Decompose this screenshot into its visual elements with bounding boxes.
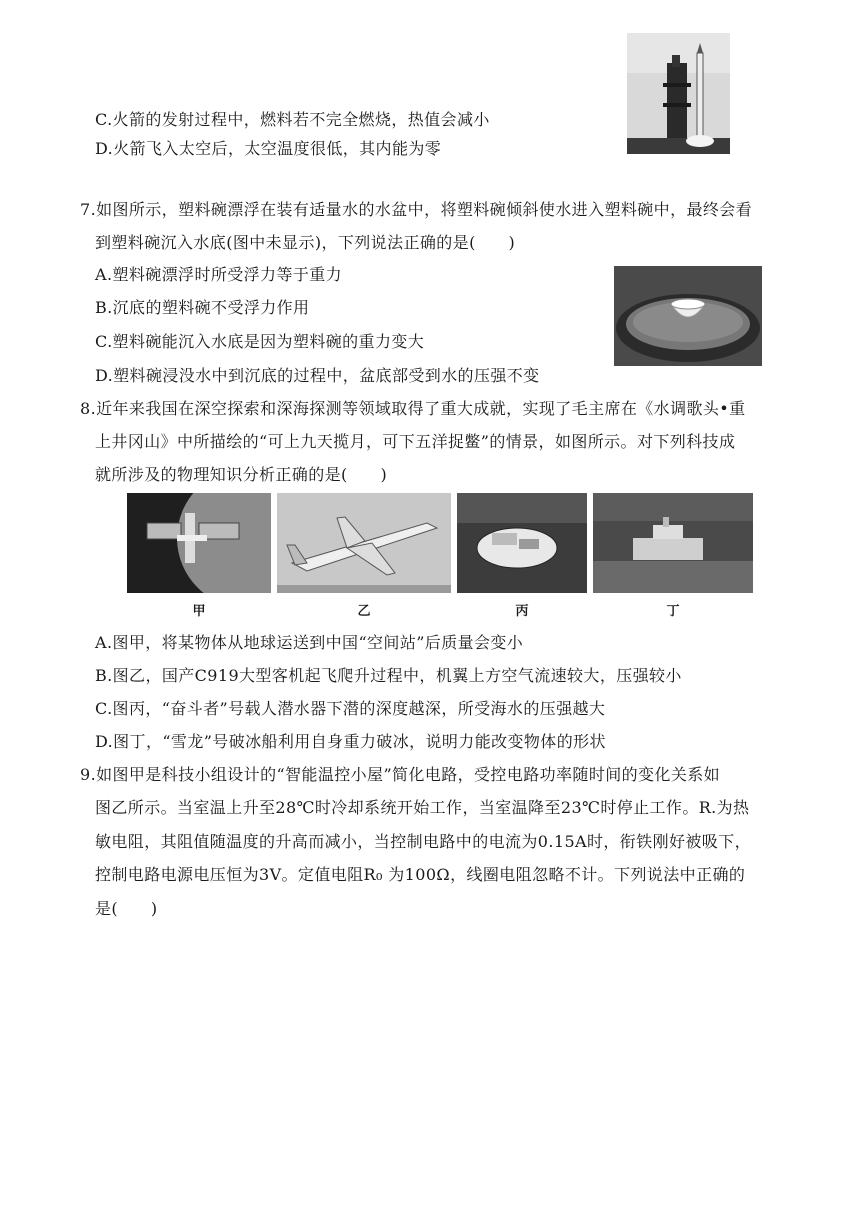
q8-option-c: C.图丙，“奋斗者”号载人潜水器下潜的深度越深，所受海水的压强越大 (95, 699, 606, 718)
caption-ding: 丁 (666, 604, 680, 619)
q8-stem-line2: 上井冈山》中所描绘的“可上九天揽月，可下五洋捉鳖”的情景，如图所示。对下列科技成 (95, 432, 736, 451)
q8-stem-line3: 就所涉及的物理知识分析正确的是( ) (95, 465, 388, 484)
q7-option-a: A.塑料碗漂浮时所受浮力等于重力 (95, 265, 343, 284)
q9-stem-line3: 敏电阻，其阻值随温度的升高而减小，当控制电路中的电流为0.15A时，衔铁刚好被吸下， (95, 832, 751, 851)
q7-stem-line1: 7.如图所示，塑料碗漂浮在装有适量水的水盆中，将塑料碗倾斜使水进入塑料碗中，最终会看 (80, 200, 753, 219)
space-station-photo (127, 493, 271, 593)
q8-option-a: A.图甲，将某物体从地球运送到中国“空间站”后质量会变小 (95, 633, 524, 652)
q8-option-d: D.图丁，“雪龙”号破冰船利用自身重力破冰，说明力能改变物体的形状 (95, 732, 606, 751)
q7-option-c: C.塑料碗能沉入水底是因为塑料碗的重力变大 (95, 332, 425, 351)
c919-airplane-photo (277, 493, 451, 593)
q7-option-b: B.沉底的塑料碗不受浮力作用 (95, 298, 310, 317)
q8-option-b: B.图乙，国产C919大型客机起飞爬升过程中，机翼上方空气流速较大，压强较小 (95, 666, 682, 685)
q9-stem-line4: 控制电路电源电压恒为3V。定值电阻R₀ 为100Ω，线圈电阻忽略不计。下列说法中正确的 (95, 865, 746, 884)
q7-option-d: D.塑料碗浸没水中到沉底的过程中，盆底部受到水的压强不变 (95, 366, 540, 385)
icebreaker-ship-photo (593, 493, 753, 593)
q9-stem-line2: 图乙所示。当室温上升至28℃时冷却系统开始工作，当室温降至23℃时停止工作。R.为热 (95, 798, 750, 817)
rocket-launch-photo (627, 33, 730, 154)
caption-jia: 甲 (192, 604, 206, 619)
bowl-in-basin-photo (614, 266, 762, 366)
q9-stem-line5: 是( ) (95, 899, 158, 918)
q8-stem-line1: 8.近年来我国在深空探索和深海探测等领域取得了重大成就，实现了毛主席在《水调歌头•重 (80, 399, 746, 418)
submersible-photo (457, 493, 587, 593)
caption-bing: 丙 (515, 604, 529, 619)
q9-stem-line1: 9.如图甲是科技小组设计的“智能温控小屋”简化电路，受控电路功率随时间的变化关系如 (80, 765, 721, 784)
q7-stem-line2: 到塑料碗沉入水底(图中未显示)，下列说法正确的是( ) (95, 233, 516, 252)
q6-option-d: D.火箭飞入太空后，太空温度很低，其内能为零 (95, 139, 442, 158)
q6-option-c: C.火箭的发射过程中，燃料若不完全燃烧，热值会减小 (95, 110, 490, 129)
caption-yi: 乙 (357, 604, 371, 619)
